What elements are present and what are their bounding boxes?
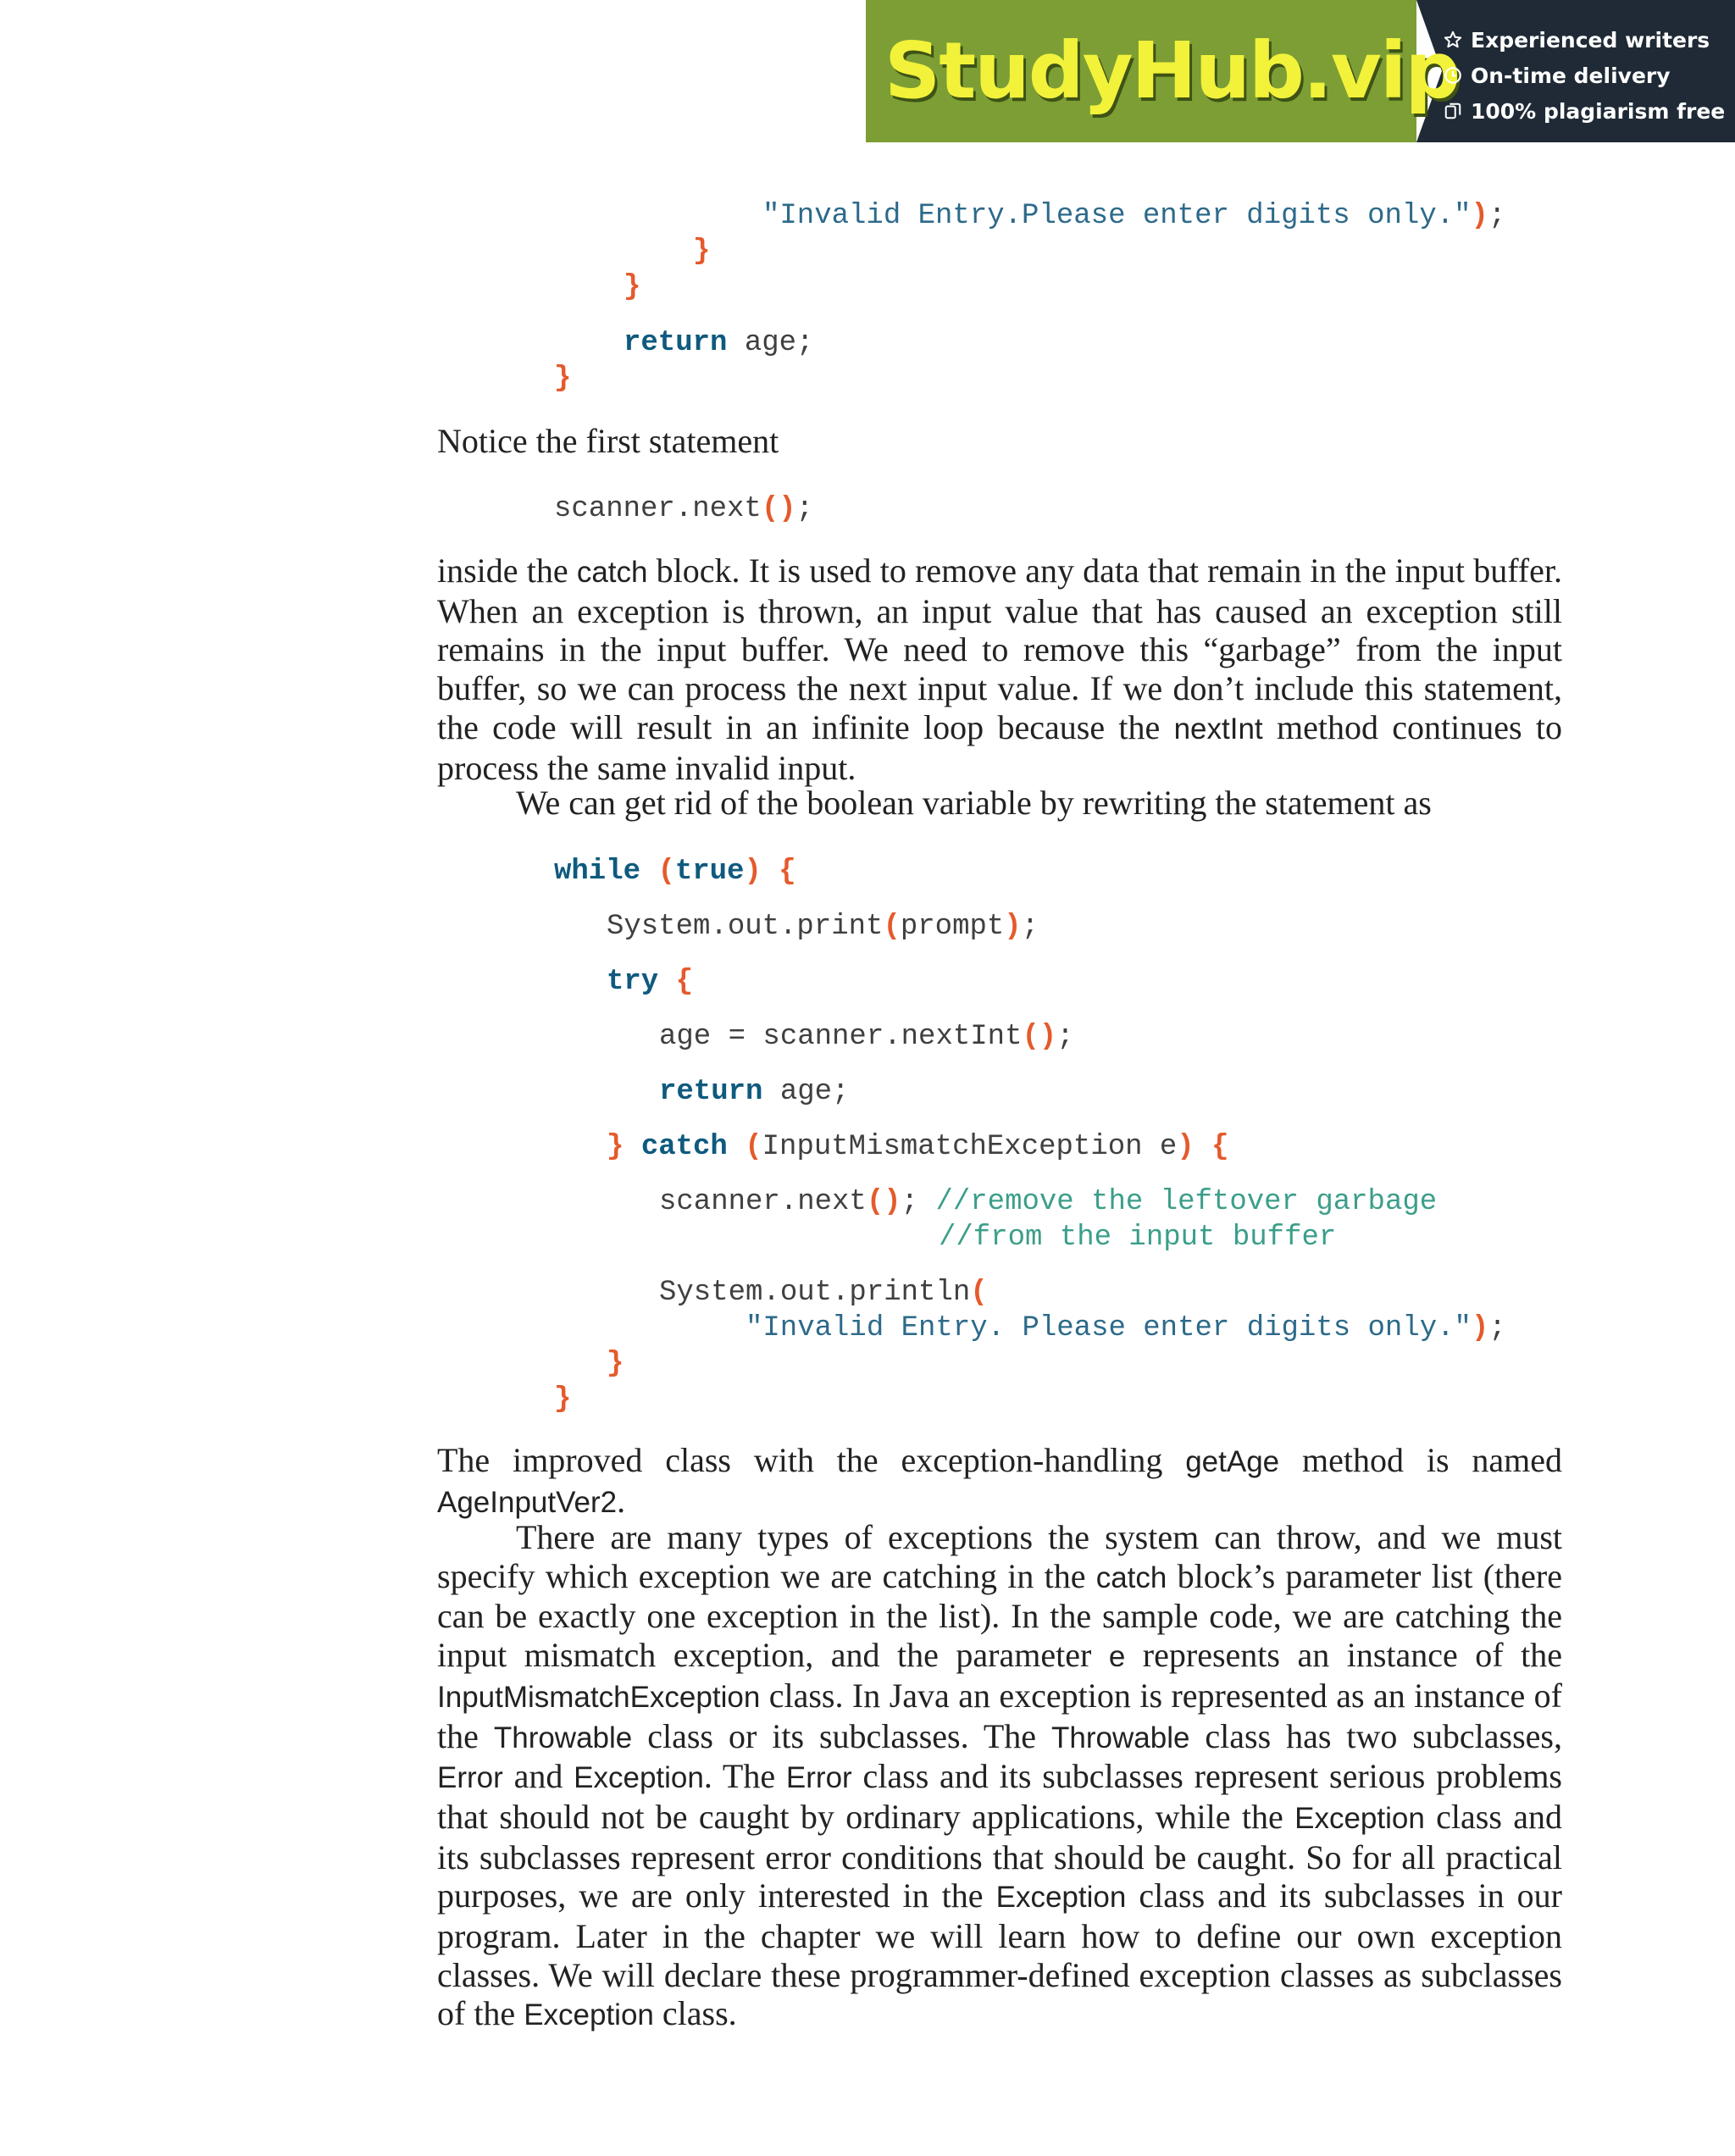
code-line [939, 1222, 1336, 1254]
code-comment: //from the input buffer [939, 1222, 1337, 1254]
code-line: System.out.println( [659, 1277, 988, 1309]
copy-icon [1444, 102, 1471, 120]
code-line: } [607, 1348, 624, 1380]
inline-code: Error [785, 1761, 852, 1795]
code-line: System.out.print(prompt); [607, 911, 1039, 943]
code-line: scanner.next(); //remove the leftover garbage [659, 1186, 1438, 1218]
inline-code: Throwable [1051, 1721, 1190, 1754]
code-line: "Invalid Entry. Please enter digits only."); [746, 1312, 1506, 1344]
inline-code: Throwable [493, 1721, 633, 1754]
feature-experienced-writers [1444, 22, 1725, 58]
inline-code: AgeInputVer2 [437, 1485, 618, 1519]
code-line: while (true) { [554, 856, 796, 888]
inline-code: Error [437, 1761, 503, 1795]
inline-code: e [1108, 1640, 1126, 1674]
feature-label: 100% plagiarism free [1471, 98, 1726, 124]
paragraph: We can get rid of the boolean variable by rewriting the statement as [516, 784, 1432, 822]
inline-code: Exception [1294, 1801, 1425, 1835]
code-line: age = scanner.nextInt(); [659, 1021, 1074, 1053]
code-line: return age; [659, 1076, 850, 1108]
inline-code: nextInt [1173, 712, 1263, 745]
paragraph: The improved class with the exception-handling getAge method is named AgeInputVer2. [437, 1441, 1563, 1520]
string-literal: "Invalid Entry. Please enter digits only." [746, 1312, 1472, 1344]
code-line: scanner.next(); [554, 493, 814, 525]
inline-code: Exception [574, 1761, 704, 1795]
code-line: return age; [624, 327, 814, 359]
banner-features [1444, 22, 1725, 129]
feature-on-time-delivery [1444, 58, 1725, 93]
paragraph: inside the catch block. It is used to remove any data that remain in the input buffer. When an exception is thrown, an input value that has caused an exception still remains in the input buffer. We need to remove this “garbage” from the input buffer, so we can process the next input value. If we don’t include this statement, the code will result in an infinite loop because the nextInt method continues to process the same invalid input. [437, 551, 1562, 787]
feature-label: Experienced writers [1471, 27, 1710, 53]
code-line: } catch (InputMismatchException e) { [607, 1131, 1229, 1163]
string-literal: "Invalid Entry.Please enter digits only." [762, 200, 1472, 232]
inline-code: getAge [1185, 1445, 1280, 1478]
inline-code: Exception [995, 1881, 1127, 1915]
studyhub-banner[interactable] [866, 0, 1735, 142]
inline-code: InputMismatchException [437, 1680, 761, 1714]
keyword: return [624, 327, 728, 359]
brand-logo: StudyHub.vip [884, 25, 1460, 116]
code-line: } [693, 236, 711, 268]
inline-code: catch [576, 556, 648, 589]
star-icon [1444, 30, 1471, 49]
inline-code: catch [1095, 1560, 1167, 1594]
feature-label: On-time delivery [1471, 63, 1671, 88]
paragraph: Notice the first statement [437, 422, 779, 460]
code-line: } [624, 271, 641, 303]
feature-plagiarism-free [1444, 93, 1725, 129]
code-line: "Invalid Entry.Please enter digits only."); [762, 200, 1506, 232]
code-line: } [554, 1383, 572, 1416]
code-line: try { [607, 966, 694, 998]
inline-code: Exception [524, 1998, 654, 2032]
clock-icon [1444, 66, 1471, 85]
paragraph: There are many types of exceptions the system can throw, and we must specify which exception we are catching in the catch block’s parameter list (there can be exactly one exception in the list). In the sample code, we are catching the input mismatch exception, and the parameter e represents an instance of the InputMismatchException class. In Java an exception is represented as an instance of the Throwable class or its subclasses. The Throwable class has two subclasses, Error and Exception. The Error class and its subclasses represent serious problems that should not be caught by ordinary applications, while the Exception class and its subclasses represent error conditions that should be caught. So for all practical purposes, we are only interested in the Exception class and its subclasses in our program. Later in the chapter we will learn how to define our own exception classes. We will declare these programmer-defined exception classes as subclasses of the Exception class. [437, 1518, 1563, 2033]
code-comment: //remove the leftover garbage [935, 1186, 1438, 1218]
code-line: } [554, 363, 572, 395]
